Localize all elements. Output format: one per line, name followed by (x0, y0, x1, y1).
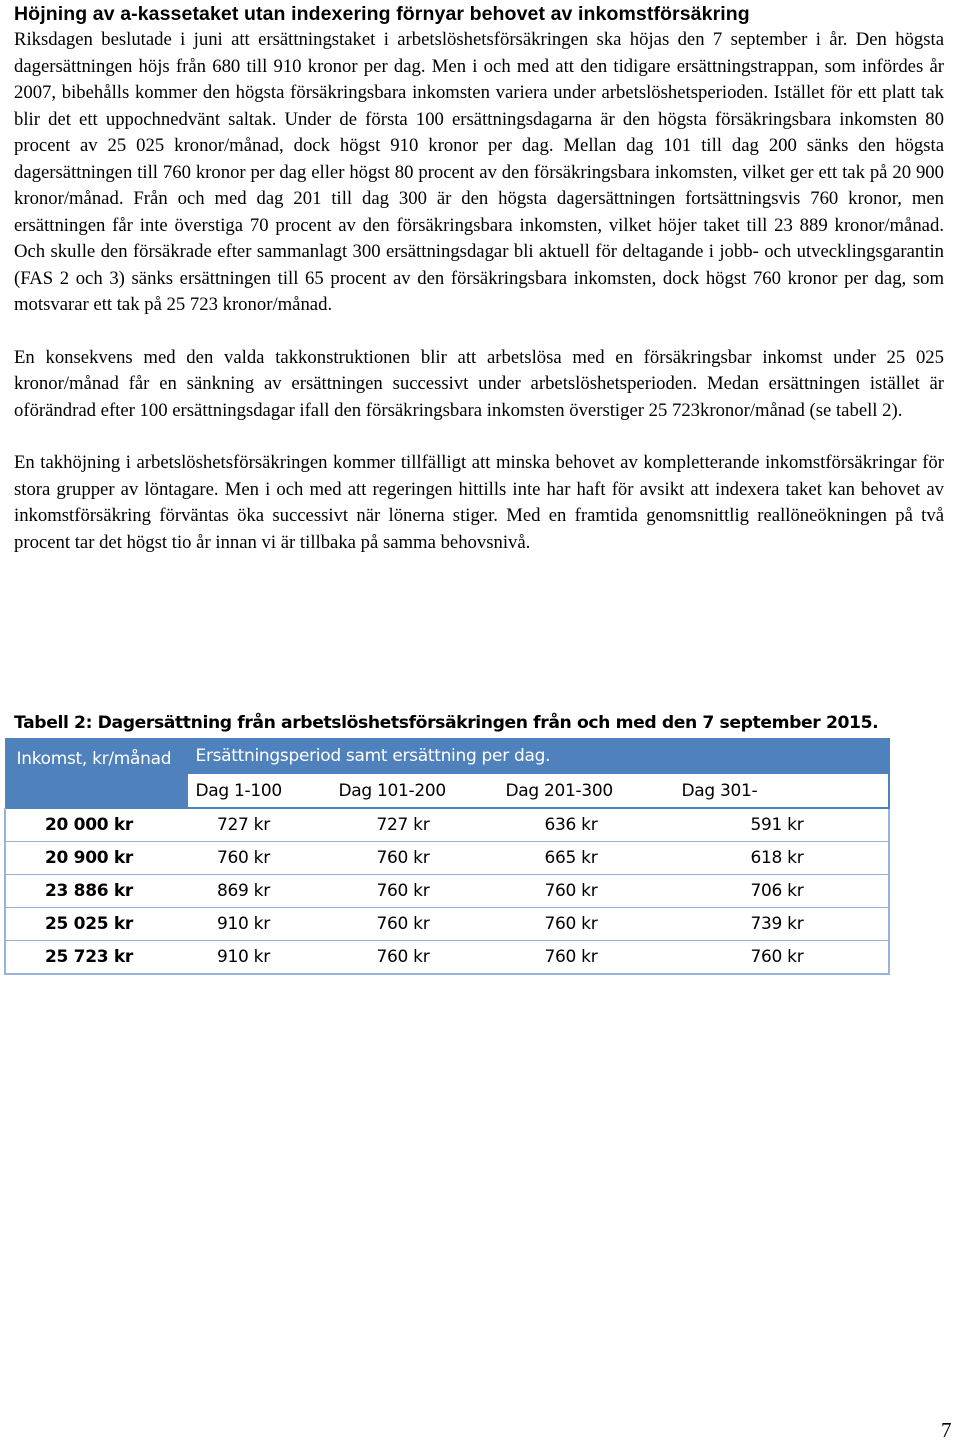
table-row (5, 808, 889, 842)
value-cell: 910 kr (187, 908, 331, 941)
value-cell: 760 kr (674, 941, 890, 975)
benefit-table (4, 738, 890, 975)
document-page (14, 0, 944, 556)
table-row (5, 908, 889, 941)
value-cell: 760 kr (187, 842, 331, 875)
value-cell: 869 kr (187, 875, 331, 908)
value-cell: 591 kr (674, 808, 890, 842)
table-header-row (5, 739, 889, 774)
income-cell: 23 886 kr (5, 875, 187, 908)
value-cell: 760 kr (331, 875, 498, 908)
value-cell: 760 kr (498, 941, 674, 975)
value-cell: 636 kr (498, 808, 674, 842)
value-cell: 760 kr (331, 908, 498, 941)
value-cell: 727 kr (331, 808, 498, 842)
value-cell: 910 kr (187, 941, 331, 975)
value-cell: 760 kr (498, 908, 674, 941)
page-number: 7 (941, 1418, 952, 1442)
income-cell: 25 723 kr (5, 941, 187, 975)
value-cell: 727 kr (187, 808, 331, 842)
table-row (5, 875, 889, 908)
value-cell: 760 kr (498, 875, 674, 908)
period-column-header: Ersättningsperiod samt ersättning per dag. (187, 739, 889, 774)
table-row (5, 842, 889, 875)
value-cell: 706 kr (674, 875, 890, 908)
income-cell: 20 900 kr (5, 842, 187, 875)
column-header-day-1-100: Dag 1-100 (187, 774, 331, 809)
paragraph-income-insurance: En takhöjning i arbetslöshetsförsäkringen kommer tillfälligt att minska behovet av kompletterande inkomstförsäkringar för stora grupper av löntagare. Men i och med att regeringen hittills inte har haft för avsikt att indexera taket kan behovet av inkomstförsäkring förväntas öka successivt när lönerna stiger. Med en framtida genomsnittlig reallöneökningen på två procent tar det högst tio år innan vi är tillbaka på samma behovsnivå. (14, 452, 944, 553)
paragraph-consequence: En konsekvens med den valda takkonstruktionen blir att arbetslösa med en försäkringsbar inkomst under 25 025 kronor/månad får en sänkning av ersättningen successivt under arbetslöshetsperioden. Medan ersättningen istället är oförändrad efter 100 ersättningsdagar ifall den försäkringsbara inkomsten överstiger 25 723kronor/månad (se tabell 2). (14, 346, 944, 421)
table-row (5, 941, 889, 975)
column-header-day-201-300: Dag 201-300 (498, 774, 674, 809)
income-column-header: Inkomst, kr/månad (5, 739, 187, 809)
value-cell: 739 kr (674, 908, 890, 941)
income-cell: 25 025 kr (5, 908, 187, 941)
paragraph-ceiling-change: Riksdagen beslutade i juni att ersättningstaket i arbetslöshetsförsäkringen ska höjas den 7 september i år. Den högsta dagersättningen höjs från 680 till 910 kronor per dag. Men i och med att den tidigare ersättningstrappan, som infördes år 2007, bibehålls kommer den högsta försäkringsbara inkomsten variera under arbetslöshetsperioden. Istället för ett platt tak blir det ett uppochnedvänt saltak. Under de första 100 ersättningsdagarna är den högsta försäkringsbara inkomsten 80 procent av 25 025 kronor/månad, dock högst 910 kronor per dag. Mellan dag 101 till dag 200 sänks den högsta dagersättningen till 760 kronor per dag eller högst 80 procent av den försäkringsbara inkomsten, vilket ger ett tak på 20 900 kronor/månad. Från och med dag 201 till dag 300 är den högsta dagersättningen fortsättningsvis 760 kronor, men ersättningen får inte överstiga 70 procent av den försäkringsbara inkomsten, vilket höjer taket till 23 889 kronor/månad. Och skulle den försäkrade efter sammanlagt 300 ersättningsdagar bli aktuell för deltagande i jobb- och utvecklingsgarantin (FAS 2 och 3) sänks ersättningen till 65 procent av den försäkringsbara inkomsten, dock högst 760 kronor per dag, som motsvarar ett tak på 25 723 kronor/månad. (14, 29, 944, 315)
value-cell: 618 kr (674, 842, 890, 875)
column-header-day-301: Dag 301- (674, 774, 890, 809)
column-header-day-101-200: Dag 101-200 (331, 774, 498, 809)
section-heading: Höjning av a-kassetaket utan indexering förnyar behovet av inkomstförsäkring (14, 3, 750, 25)
table-caption: Tabell 2: Dagersättning från arbetslöshetsförsäkringen från och med den 7 september 2015. (14, 713, 879, 733)
income-cell: 20 000 kr (5, 808, 187, 842)
value-cell: 665 kr (498, 842, 674, 875)
value-cell: 760 kr (331, 842, 498, 875)
value-cell: 760 kr (331, 941, 498, 975)
